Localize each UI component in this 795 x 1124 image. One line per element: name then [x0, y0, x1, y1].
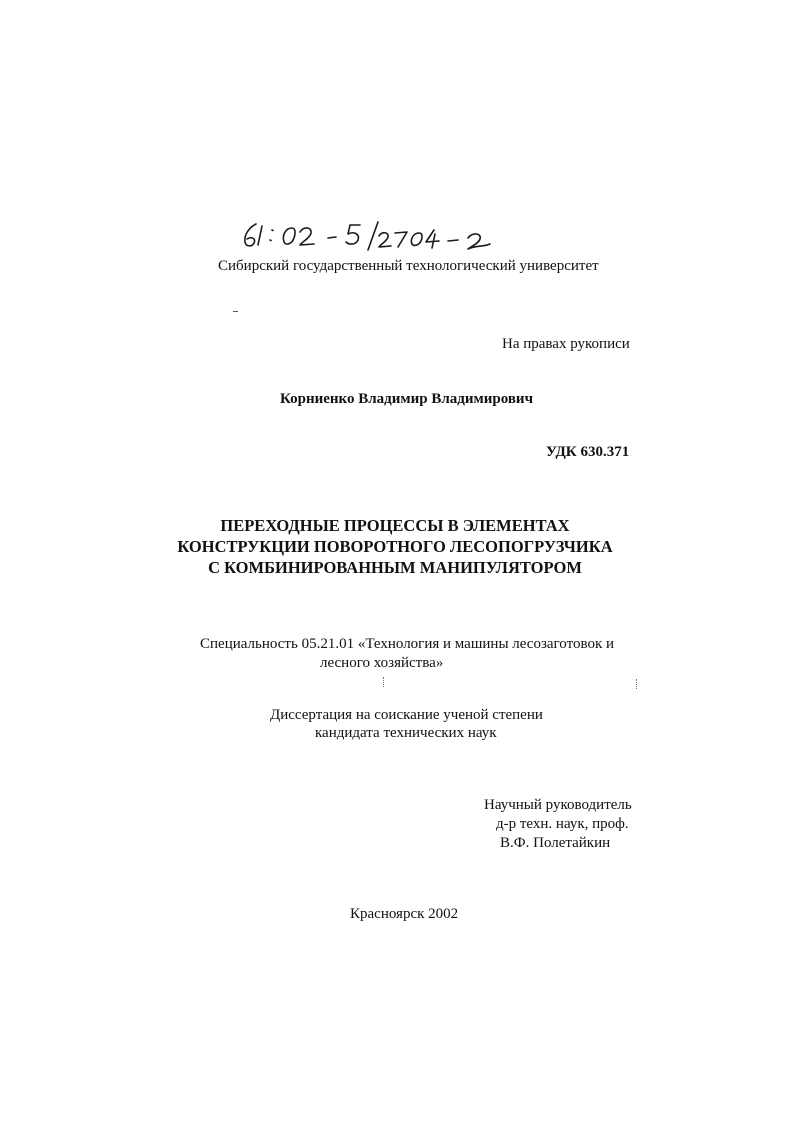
specialty-line-1: Специальность 05.21.01 «Технология и машины лесозаготовок и: [200, 636, 615, 652]
dissertation-type-line-1: Диссертация на соискание ученой степени: [270, 707, 543, 723]
university-name: Сибирский государственный технологический университет: [218, 258, 599, 274]
city-year: Красноярск 2002: [350, 906, 459, 922]
supervisor-degree: д-р техн. наук, проф.: [496, 816, 629, 832]
scan-artifact-speck: [636, 679, 638, 689]
title-line-2: КОНСТРУКЦИИ ПОВОРОТНОГО ЛЕСОПОГРУЗЧИКА: [177, 537, 613, 556]
rights-note: На правах рукописи: [502, 336, 630, 352]
handwritten-archive-code: [232, 214, 512, 258]
scan-artifact-speck: [383, 677, 385, 687]
udk-code: УДК 630.371: [546, 444, 630, 460]
dissertation-title: [150, 515, 640, 578]
dissertation-type-line-2: кандидата технических наук: [315, 725, 497, 741]
title-line-1: ПЕРЕХОДНЫЕ ПРОЦЕССЫ В ЭЛЕМЕНТАХ: [220, 516, 570, 535]
supervisor-name: В.Ф. Полетайкин: [500, 835, 611, 851]
author-name: Корниенко Владимир Владимирович: [280, 391, 534, 407]
handwritten-archive-code-drawing: [232, 214, 512, 258]
supervisor-role: Научный руководитель: [484, 797, 632, 813]
scan-artifact-mark: [233, 311, 238, 312]
title-line-3: С КОМБИНИРОВАННЫМ МАНИПУЛЯТОРОМ: [208, 558, 582, 577]
specialty-line-2: лесного хозяйства»: [320, 655, 444, 671]
